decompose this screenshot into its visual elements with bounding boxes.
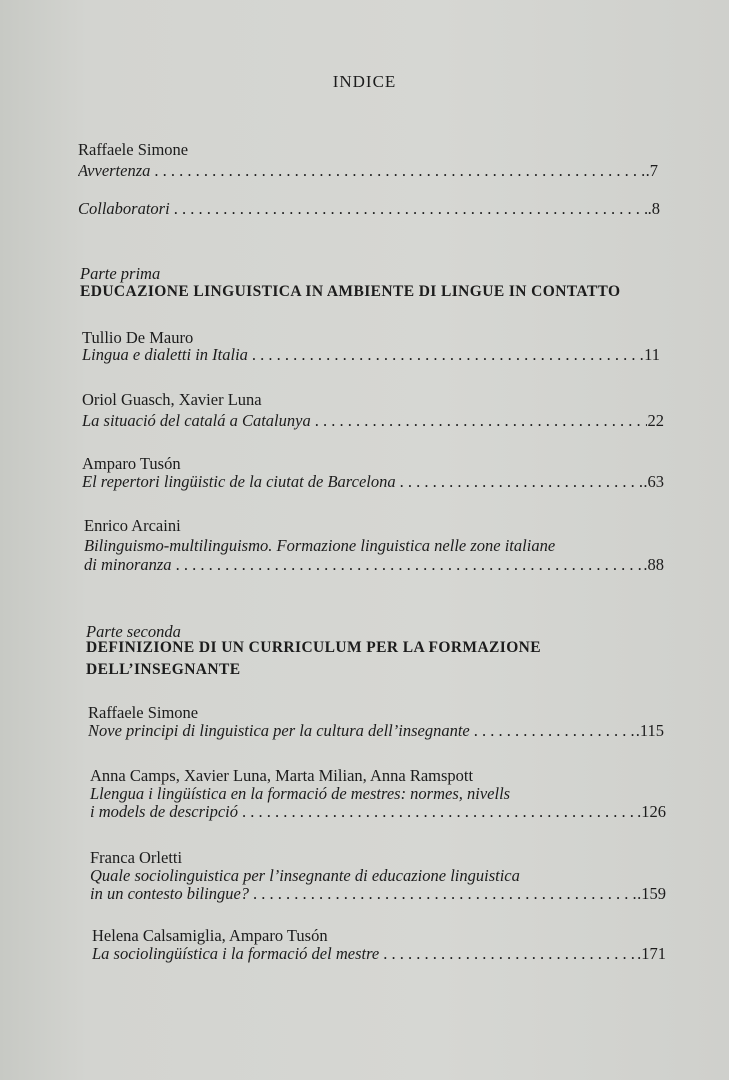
author-name: Oriol Guasch, Xavier Luna [82,390,262,409]
page-number: .88 [643,555,664,574]
toc-entry [78,199,660,219]
part-heading: DELL’INSEGNANTE [86,661,241,678]
part-heading: DEFINIZIONE DI UN CURRICULUM PER LA FORMAZIONE [86,639,542,656]
entry-title: Nove principi di linguistica per la cultura dell’insegnante [88,721,470,740]
entry-title: La situació del catalá a Catalunya [82,411,311,430]
page-number: .126 [637,802,666,821]
author-name: Anna Camps, Xavier Luna, Marta Milian, Anna Ramspott [90,766,474,785]
leader-dots [400,472,643,492]
toc-entry [90,884,666,904]
leader-dots [474,721,635,741]
toc-entry [92,944,666,964]
author-name: Tullio De Mauro [82,328,194,347]
page-number: .171 [637,944,666,963]
toc-entry [82,472,664,492]
toc-entry [78,161,658,181]
toc-entry [84,555,664,575]
entry-title: in un contesto bilingue? [90,884,250,903]
leader-dots [242,802,636,822]
author-name: Helena Calsamiglia, Amparo Tusón [92,926,328,945]
entry-title: La sociolingüística i la formació del mestre [92,944,380,963]
leader-dots [253,884,636,904]
part-heading: EDUCAZIONE LINGUISTICA IN AMBIENTE DI LINGUE IN CONTATTO [80,283,621,300]
leader-dots [154,161,644,181]
entry-title: Lingua e dialetti in Italia [82,345,248,364]
entry-title-line: Llengua i lingüística en la formació de mestres: normes, nivells [90,784,511,803]
author-name: Raffaele Simone [88,703,199,722]
page-number: .63 [643,472,664,491]
page-number: .8 [647,199,660,218]
part-label: Parte prima [80,264,161,283]
author-name: Franca Orletti [90,848,183,867]
entry-title-line: Quale sociolinguistica per l’insegnante di educazione linguistica [90,866,520,885]
author-name: Amparo Tusón [82,454,181,473]
page-number: .159 [637,884,666,903]
toc-entry [90,802,666,822]
author-name: Raffaele Simone [78,140,189,159]
page-number: .115 [635,721,664,740]
entry-title: di minoranza [84,555,172,574]
entry-title: El repertori lingüistic de la ciutat de Barcelona [82,472,396,491]
entry-title: i models de descripció [90,802,239,821]
part-label: Parte seconda [86,622,181,641]
toc-entry [88,721,664,741]
toc-entry [82,345,660,365]
entry-title-line: Bilinguismo-multilinguismo. Formazione linguistica nelle zone italiane [84,536,556,555]
leader-dots [176,555,643,575]
entry-title: Avvertenza [78,161,151,180]
author-name: Enrico Arcaini [84,516,181,535]
leader-dots [174,199,647,219]
leader-dots [383,944,636,964]
leader-dots [315,411,647,431]
page-number: 22 [647,411,664,430]
page-title: INDICE [332,72,397,91]
leader-dots [252,345,643,365]
toc-entry [82,411,664,431]
page-number: 11 [644,345,660,364]
page-number: .7 [645,161,658,180]
entry-title: Collaboratori [78,199,170,218]
